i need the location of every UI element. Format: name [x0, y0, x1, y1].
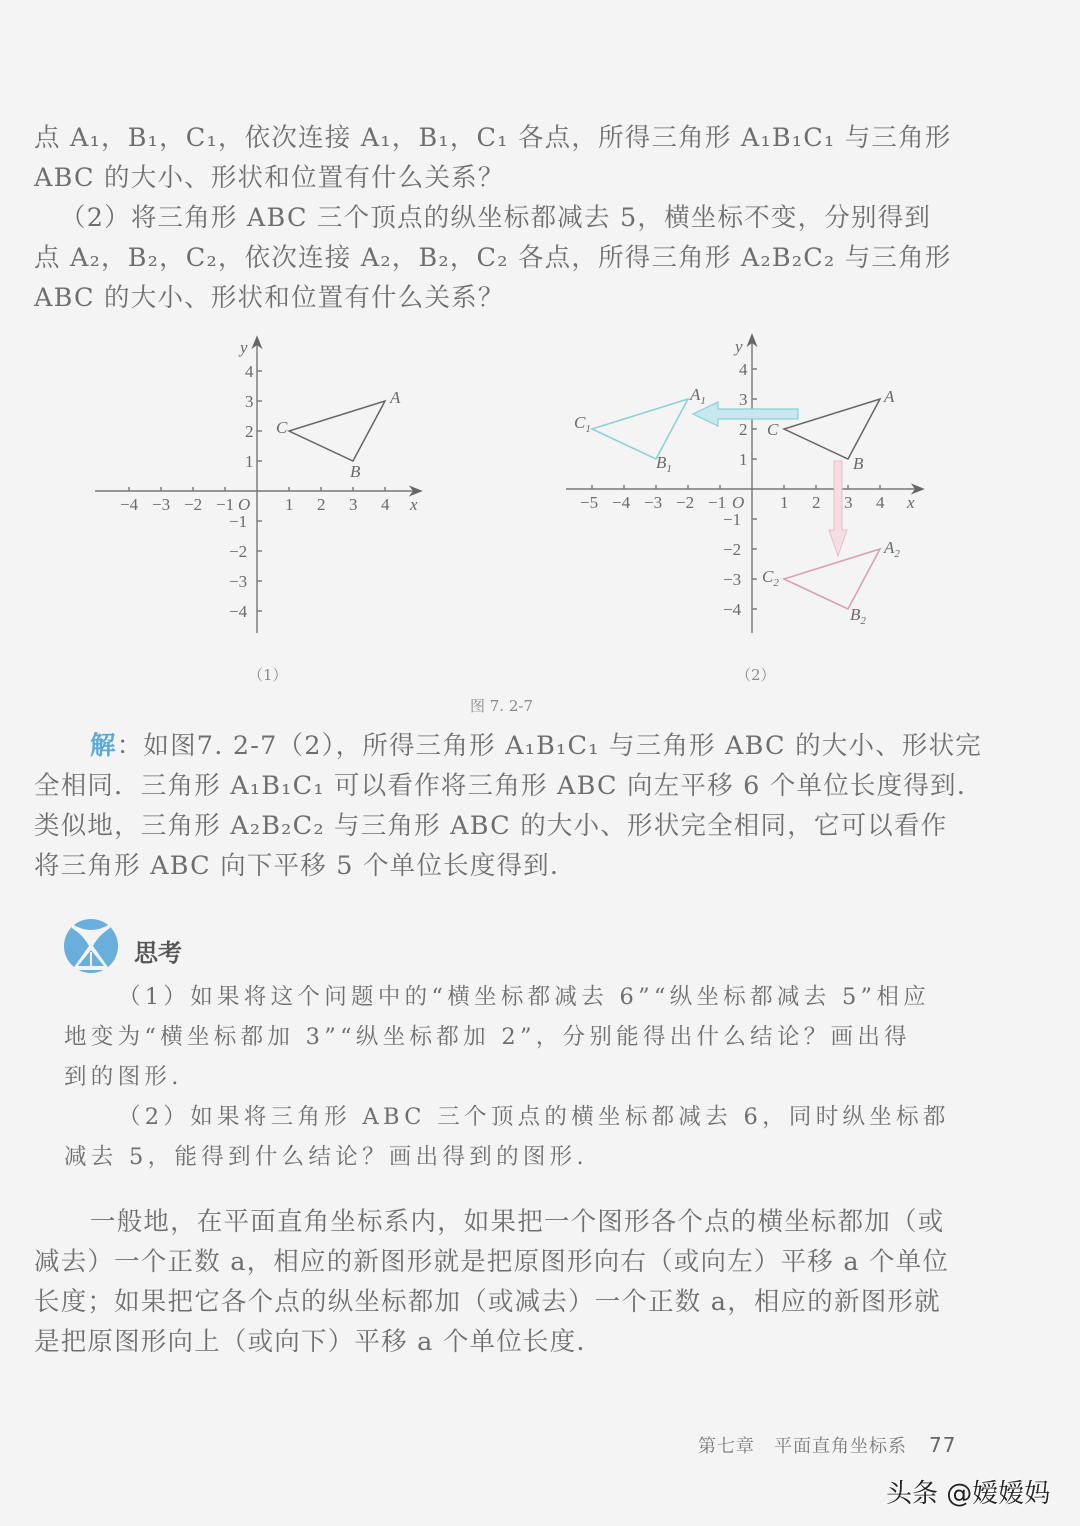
triangle-a2b2c2	[784, 549, 880, 609]
graph-1-labels	[120, 338, 418, 621]
xtick: −4	[120, 495, 139, 514]
triangle-a1b1c1	[592, 399, 688, 459]
problem-line-2: ABC 的大小、形状和位置有什么关系？	[34, 163, 505, 193]
svg-text:−2: −2	[723, 540, 742, 559]
svg-text:O: O	[732, 493, 745, 512]
coordinate-plane-2	[566, 336, 922, 633]
problem-line-1: 点 A₁，B₁，C₁，依次连接 A₁，B₁，C₁ 各点，所得三角形 A₁B₁C₁ 与三角形	[34, 123, 952, 153]
coordinate-plane-1	[95, 338, 420, 633]
vertex-a: A	[390, 388, 401, 407]
watermark: 头条 @嫒嫒妈	[886, 1479, 1051, 1509]
svg-text:2: 2	[245, 422, 254, 441]
svg-text:−1: −1	[708, 493, 727, 512]
svg-text:−1: −1	[723, 510, 742, 529]
svg-text:−3: −3	[152, 495, 171, 514]
svg-text:C2: $C_2$	[762, 567, 779, 589]
vertex-b: B	[350, 462, 361, 481]
origin-label: O	[238, 495, 251, 514]
svg-text:−3: −3	[644, 493, 663, 512]
svg-text:B2: $B_2$	[850, 605, 866, 627]
svg-text:B1: $B_1$	[656, 453, 672, 475]
svg-text:x: x	[907, 493, 915, 512]
svg-text:3: 3	[349, 495, 358, 514]
svg-text:3: 3	[844, 493, 853, 512]
svg-text:−2: −2	[676, 493, 695, 512]
svg-text:C1: $C_1$	[574, 413, 591, 435]
svg-text:4: 4	[381, 495, 390, 514]
conclusion-line-4: 是把原图形向上（或向下）平移 a 个单位长度.	[34, 1327, 586, 1357]
svg-text:1: 1	[285, 495, 294, 514]
svg-text:3: 3	[739, 390, 748, 409]
vertex-c: C	[276, 418, 288, 437]
svg-text:−3: −3	[723, 570, 742, 589]
svg-text:3: 3	[245, 392, 254, 411]
solution-line-1: 解：如图7. 2-7（2），所得三角形 A₁B₁C₁ 与三角形 ABC 的大小、形状完	[90, 731, 982, 761]
svg-text:2: 2	[812, 493, 821, 512]
problem-part2-line-1: （2）将三角形 ABC 三个顶点的纵坐标都减去 5，横坐标不变，分别得到	[60, 203, 932, 233]
svg-text:−2: −2	[229, 542, 248, 561]
svg-text:1: 1	[780, 493, 789, 512]
svg-text:−4: −4	[723, 600, 742, 619]
svg-text:−1: −1	[229, 512, 248, 531]
conclusion-line-1: 一般地，在平面直角坐标系内，如果把一个图形各个点的横坐标都加（或	[90, 1207, 945, 1237]
svg-text:−1: −1	[216, 495, 235, 514]
svg-text:2: 2	[739, 420, 748, 439]
svg-text:B: B	[853, 454, 864, 473]
svg-text:C: C	[767, 420, 779, 439]
think-line-2: 地变为“横坐标都加 3”“纵坐标都加 2”，分别能得出什么结论？画出得	[64, 1024, 911, 1050]
svg-text:−2: −2	[184, 495, 203, 514]
svg-text:4: 4	[739, 360, 748, 379]
graph-2-labels	[574, 337, 915, 627]
svg-text:−4: −4	[229, 602, 248, 621]
subfigure-1-label: （1）	[248, 666, 288, 684]
think-line-1: （1）如果将这个问题中的“横坐标都减去 6”“纵坐标都减去 5”相应	[118, 984, 930, 1010]
svg-text:1: 1	[245, 452, 254, 471]
think-line-4: （2）如果将三角形 ABC 三个顶点的横坐标都减去 6，同时纵坐标都	[118, 1104, 950, 1130]
svg-text:4: 4	[245, 362, 254, 381]
conclusion-line-2: 减去）一个正数 a，相应的新图形就是把原图形向右（或向左）平移 a 个单位	[34, 1247, 950, 1277]
svg-text:y: y	[735, 337, 743, 356]
solution-label: 解	[90, 731, 117, 761]
think-line-3: 到的图形.	[64, 1064, 183, 1090]
svg-text:2: 2	[317, 495, 326, 514]
svg-text:A: A	[884, 387, 895, 406]
svg-text:A2: $A_2$	[884, 538, 900, 560]
think-icon	[62, 918, 120, 974]
solution-line-4: 将三角形 ABC 向下平移 5 个单位长度得到.	[34, 851, 560, 881]
solution-line-2: 全相同．三角形 A₁B₁C₁ 可以看作将三角形 ABC 向左平移 6 个单位长度得到.	[34, 771, 967, 801]
svg-text:−3: −3	[229, 572, 248, 591]
svg-text:1: 1	[739, 450, 748, 469]
x-axis-label: x	[410, 495, 418, 514]
conclusion-line-3: 长度；如果把它各个点的纵坐标都加（或减去）一个正数 a，相应的新图形就	[34, 1287, 941, 1317]
problem-part2-line-3: ABC 的大小、形状和位置有什么关系？	[34, 283, 505, 313]
subfigure-2-label: （2）	[736, 666, 776, 684]
svg-text:−5: −5	[580, 493, 599, 512]
solution-line-3: 类似地，三角形 A₂B₂C₂ 与三角形 ABC 的大小、形状完全相同，它可以看作	[34, 811, 948, 841]
triangle-abc-2	[784, 399, 880, 459]
chapter-title: 第七章 平面直角坐标系	[698, 1436, 907, 1457]
think-line-5: 减去 5，能得到什么结论？画出得到的图形.	[64, 1144, 588, 1170]
page-footer	[698, 1432, 956, 1458]
page-number: 77	[929, 1433, 957, 1457]
figure-caption: 图 7. 2-7	[470, 697, 534, 715]
svg-text:4: 4	[876, 493, 885, 512]
y-axis-label: y	[240, 338, 248, 357]
triangle-abc	[289, 401, 385, 461]
figure-7-2-7	[0, 0, 1080, 700]
problem-part2-line-2: 点 A₂，B₂，C₂，依次连接 A₂，B₂，C₂ 各点，所得三角形 A₂B₂C₂ 与三角形	[34, 243, 952, 273]
svg-text:−4: −4	[612, 493, 631, 512]
think-title: 思考	[134, 939, 182, 967]
svg-text:A1: $A_1$	[690, 385, 706, 407]
